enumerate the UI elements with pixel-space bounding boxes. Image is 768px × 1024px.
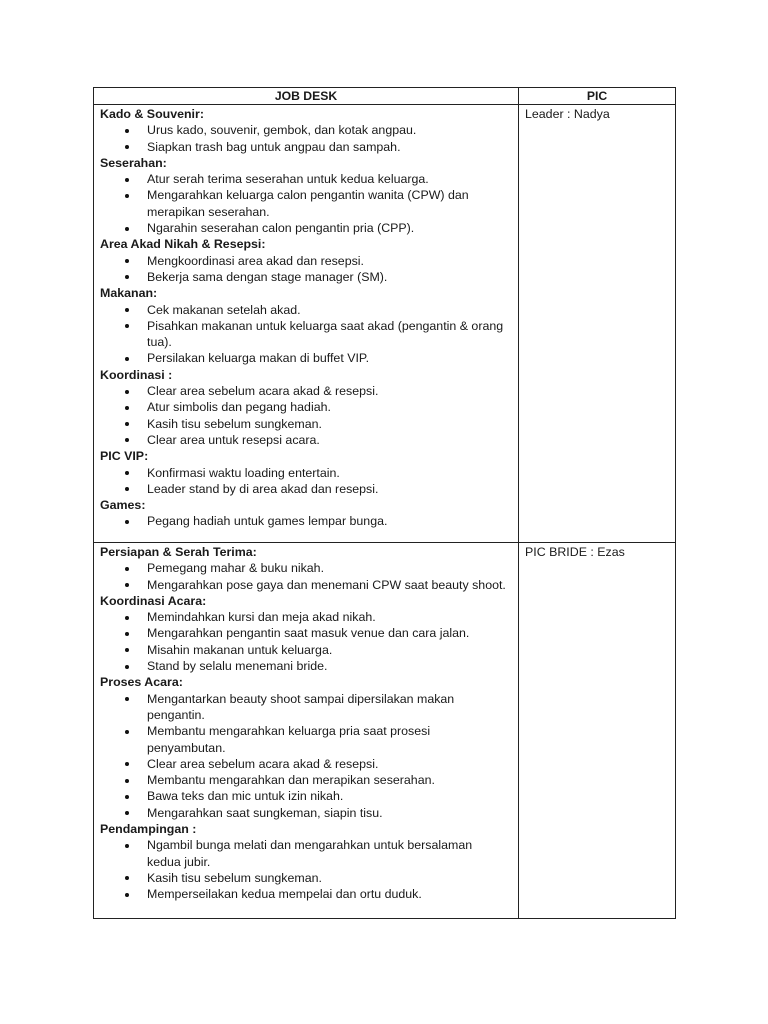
task-item: Mengkoordinasi area akad dan resepsi. <box>100 253 512 269</box>
task-list <box>100 837 512 902</box>
task-list <box>100 253 512 286</box>
table-header-row <box>94 88 676 105</box>
task-item: Ngarahin seserahan calon pengantin pria (CPP). <box>100 220 512 236</box>
task-list <box>100 465 512 498</box>
section-title: Pendampingan : <box>100 822 197 837</box>
task-item: Mengarahkan keluarga calon pengantin wanita (CPW) dan merapikan seserahan. <box>100 187 512 220</box>
task-item: Mengantarkan beauty shoot sampai dipersilakan makan pengantin. <box>100 691 512 724</box>
task-list <box>100 609 512 674</box>
task-item: Urus kado, souvenir, gembok, dan kotak angpau. <box>100 122 512 138</box>
task-item: Mengarahkan pengantin saat masuk venue dan cara jalan. <box>100 625 512 641</box>
section-title: Proses Acara: <box>100 675 183 690</box>
pic-name: PIC BRIDE : Ezas <box>525 545 625 559</box>
pic-name: Leader : Nadya <box>525 107 610 121</box>
task-item: Membantu mengarahkan dan merapikan seserahan. <box>100 772 512 788</box>
job-desk-table <box>93 87 676 919</box>
task-item: Pemegang mahar & buku nikah. <box>100 560 512 576</box>
task-item: Clear area untuk resepsi acara. <box>100 432 512 448</box>
task-item: Pisahkan makanan untuk keluarga saat akad (pengantin & orang tua). <box>100 318 512 351</box>
task-item: Persilakan keluarga makan di buffet VIP. <box>100 350 512 366</box>
task-item: Clear area sebelum acara akad & resepsi. <box>100 756 512 772</box>
task-list <box>100 302 512 367</box>
section-title: PIC VIP: <box>100 449 149 464</box>
table-row <box>94 105 676 543</box>
task-list <box>100 691 512 821</box>
pic-cell <box>519 105 676 543</box>
task-item: Stand by selalu menemani bride. <box>100 658 512 674</box>
task-item: Siapkan trash bag untuk angpau dan sampah. <box>100 139 512 155</box>
section-title: Seserahan: <box>100 155 167 170</box>
task-item: Konfirmasi waktu loading entertain. <box>100 465 512 481</box>
task-item: Memindahkan kursi dan meja akad nikah. <box>100 609 512 625</box>
task-item: Leader stand by di area akad dan resepsi. <box>100 481 512 497</box>
task-item: Misahin makanan untuk keluarga. <box>100 642 512 658</box>
section-title: Area Akad Nikah & Resepsi: <box>100 237 266 252</box>
task-item: Clear area sebelum acara akad & resepsi. <box>100 383 512 399</box>
job-desk-cell <box>94 543 519 919</box>
task-item: Memperseilakan kedua mempelai dan ortu duduk. <box>100 886 512 902</box>
task-list <box>100 122 512 155</box>
table-row <box>94 543 676 919</box>
header-job-desk: JOB DESK <box>94 88 519 105</box>
pic-cell <box>519 543 676 919</box>
task-item: Pegang hadiah untuk games lempar bunga. <box>100 513 512 529</box>
section-title: Koordinasi : <box>100 367 173 382</box>
task-list <box>100 171 512 236</box>
task-item: Bekerja sama dengan stage manager (SM). <box>100 269 512 285</box>
section-title: Makanan: <box>100 286 158 301</box>
task-list <box>100 383 512 448</box>
task-item: Cek makanan setelah akad. <box>100 302 512 318</box>
section-title: Koordinasi Acara: <box>100 593 207 608</box>
table-body <box>94 105 676 919</box>
task-item: Kasih tisu sebelum sungkeman. <box>100 870 512 886</box>
section-title: Kado & Souvenir: <box>100 107 204 121</box>
task-item: Atur serah terima seserahan untuk kedua keluarga. <box>100 171 512 187</box>
task-list <box>100 513 512 529</box>
task-item: Atur simbolis dan pegang hadiah. <box>100 399 512 415</box>
task-item: Bawa teks dan mic untuk izin nikah. <box>100 788 512 804</box>
task-item: Mengarahkan saat sungkeman, siapin tisu. <box>100 805 512 821</box>
section-title: Games: <box>100 498 146 513</box>
header-pic: PIC <box>519 88 676 105</box>
section-title: Persiapan & Serah Terima: <box>100 545 257 559</box>
task-item: Mengarahkan pose gaya dan menemani CPW saat beauty shoot. <box>100 577 512 593</box>
job-desk-cell <box>94 105 519 543</box>
task-list <box>100 560 512 593</box>
task-item: Ngambil bunga melati dan mengarahkan untuk bersalaman kedua jubir. <box>100 837 512 870</box>
task-item: Kasih tisu sebelum sungkeman. <box>100 416 512 432</box>
task-item: Membantu mengarahkan keluarga pria saat prosesi penyambutan. <box>100 723 512 756</box>
